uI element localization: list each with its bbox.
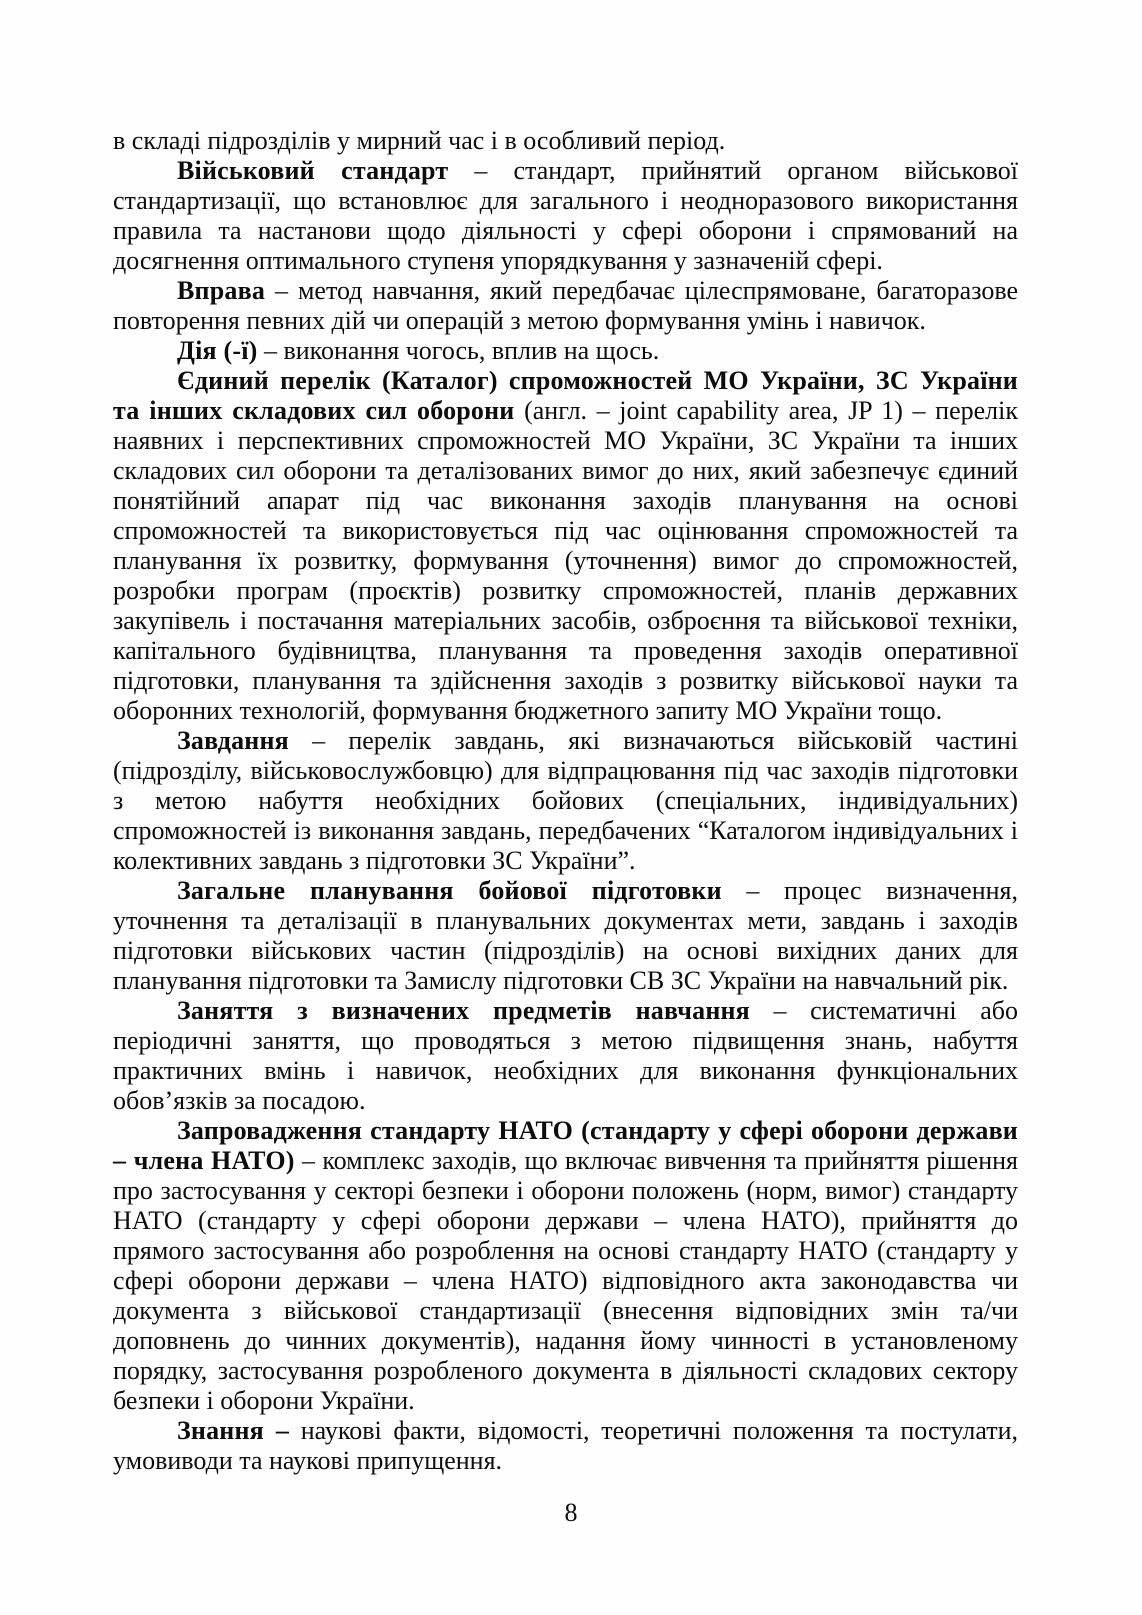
term-text: Знання – [177, 1416, 290, 1445]
paragraph [113, 336, 1018, 366]
term-text: Заняття з визначених предметів навчання [177, 996, 750, 1025]
term-text: Завдання [177, 726, 289, 755]
body-text: – стандарт, прийнятий органом військової стандартизації, що встановлює для загального і неодноразового використання правила та настанови щодо діяльності у сфері оборони і спрямований на досягнення оптимального ступеня упорядкування у зазначеній сфері. [113, 156, 1018, 275]
paragraph [113, 876, 1018, 996]
paragraph [113, 156, 1018, 276]
text-block [113, 126, 1018, 1476]
paragraph [113, 996, 1018, 1116]
body-text: – систематичні або періодичні заняття, що проводяться з метою підвищення знань, набуття практичних вмінь і навичок, необхідних для виконання функціональних обов’язків за посадою. [113, 996, 1018, 1115]
body-text: – перелік завдань, які визначаються військовій частині (підрозділу, військовослужбовцю) для відпрацювання під час заходів підготовки з метою набуття необхідних бойових (спеціальних, індивідуальних) спроможностей із виконання завдань, передбачених “Каталогом індивідуальних і колективних завдань з підготовки ЗС України”. [113, 726, 1018, 875]
term-text: Запровадження стандарту НАТО (стандарту у сфері оборони держави – члена НАТО) [113, 1116, 1018, 1175]
page-number: 8 [564, 1498, 578, 1527]
paragraph [113, 126, 1018, 156]
body-text: наукові факти, відомості, теоретичні положення та постулати, умовиводи та наукові припущення. [113, 1416, 1018, 1475]
term-text: Єдиний перелік (Каталог) спроможностей МО України, ЗС України та інших складових сил оборони [113, 366, 1018, 425]
paragraph [113, 276, 1018, 336]
term-text: Військовий стандарт [177, 156, 449, 185]
term-text: Загальне планування бойової підготовки [177, 876, 722, 905]
term-text: Дія (-ї) [177, 336, 258, 365]
body-text: – метод навчання, який передбачає цілеспрямоване, багаторазове повторення певних дій чи операцій з метою формування умінь і навичок. [113, 276, 1018, 335]
paragraph [113, 366, 1018, 726]
paragraph [113, 1416, 1018, 1476]
paragraph [113, 726, 1018, 876]
paragraph [113, 1116, 1018, 1416]
term-text: Вправа [177, 276, 266, 305]
body-text: – комплекс заходів, що включає вивчення та прийняття рішення про застосування у секторі безпеки і оборони положень (норм, вимог) стандарту НАТО (стандарту у сфері оборони держави – члена НАТО), прийняття до прямого застосування або розроблення на основі стандарту НАТО (стандарту у сфері оборони держави – члена НАТО) відповідного акта законодавства чи документа з військової стандартизації (внесення відповідних змін та/чи доповнень до чинних документів), надання йому чинності в установленому порядку, застосування розробленого документа в діяльності складових сектору безпеки і оборони України. [113, 1146, 1018, 1415]
body-text: – виконання чогось, вплив на щось. [257, 336, 660, 365]
body-text: – процес визначення, уточнення та деталізації в планувальних документах мети, завдань і заходів підготовки військових частин (підрозділів) на основі вихідних даних для планування підготовки та Замислу підготовки СВ ЗС України на навчальний рік. [113, 876, 1018, 995]
body-text: в складі підрозділів у мирний час і в особливий період. [113, 126, 726, 155]
body-text: (англ. – joint capability area, JP 1) – перелік наявних і перспективних спроможностей МО України, ЗС України та інших складових сил оборони та деталізованих вимог до них, який забезпечує єдиний понятійний апарат під час виконання заходів планування на основі спроможностей та використовується під час оцінювання спроможностей та планування їх розвитку, формування (уточнення) вимог до спроможностей, розробки програм (проєктів) розвитку спроможностей, планів державних закупівель і постачання матеріальних засобів, озброєння та військової техніки, капітального будівництва, планування та проведення заходів оперативної підготовки, планування та здійснення заходів з розвитку військової науки та оборонних технологій, формування бюджетного запиту МО України тощо. [113, 396, 1018, 725]
